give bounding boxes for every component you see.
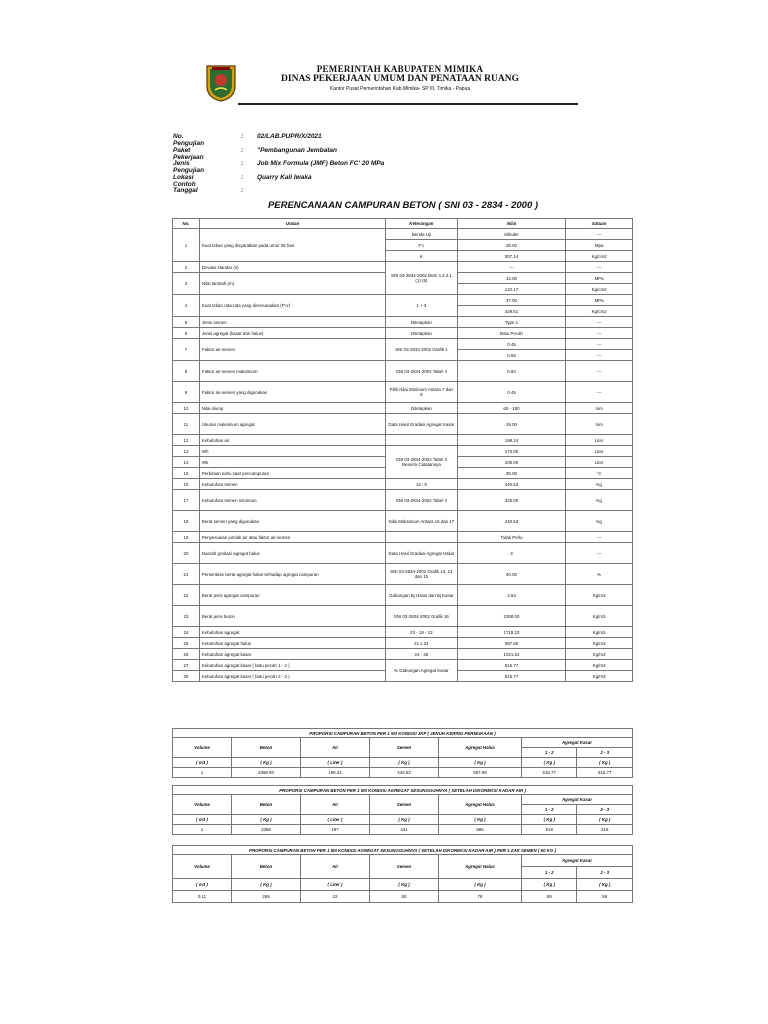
col-beton: Beton	[232, 795, 301, 815]
col-volume: Volume	[173, 738, 232, 758]
value-cell: 515.77	[577, 768, 633, 778]
cell-satuan: Kg	[566, 490, 633, 511]
unit-cell: ( m3 )	[173, 758, 232, 768]
unit-cell: ( Kg )	[370, 758, 439, 768]
cell-satuan: mm	[566, 414, 633, 435]
cell-nilai: 30.00	[457, 468, 565, 479]
cell-uraian: Kebutuhan agregat	[199, 627, 385, 638]
unit-cell: ( Kg )	[522, 758, 577, 768]
cell-no: 27	[173, 660, 200, 671]
cell-satuan: Kg/m3	[566, 649, 633, 660]
cell-uraian: Penyesuaian jumlah air atau faktor air-semen	[199, 532, 385, 543]
cell-satuan: Kg/m3	[566, 660, 633, 671]
col-kasar-1-2: 1 - 2	[522, 867, 577, 879]
table-row	[173, 649, 633, 660]
cell-no: 12	[173, 435, 200, 446]
table-row	[173, 511, 633, 532]
cell-satuan: ---	[566, 350, 633, 361]
cell-no: 25	[173, 638, 200, 649]
cell-nilai: 429.51	[457, 306, 565, 317]
header-divider	[238, 103, 578, 105]
cell-keterangan: Pilih Nilai Minimum Antara 7 dan 8	[386, 382, 458, 403]
cell-keterangan: % Gabungan Agregat Kasar	[386, 660, 458, 682]
col-air: Air	[301, 795, 370, 815]
cell-satuan: °C	[566, 468, 633, 479]
cell-no: 23	[173, 606, 200, 627]
col-header: Keterangan	[386, 219, 458, 229]
cell-satuan: MPa	[566, 273, 633, 284]
cell-no: 15	[173, 468, 200, 479]
cell-satuan: %	[566, 564, 633, 585]
cell-no: 6	[173, 328, 200, 339]
unit-cell: ( Kg )	[232, 815, 301, 825]
cell-nilai: Batu Pecah	[457, 328, 565, 339]
cell-keterangan	[386, 435, 458, 446]
table-row	[173, 317, 633, 328]
unit-cell: ( Kg )	[522, 815, 577, 825]
info-colon: :	[241, 187, 244, 194]
cell-uraian: Kebutuhan semen minimum	[199, 490, 385, 511]
cell-nilai: ---	[457, 262, 565, 273]
cell-satuan: ---	[566, 328, 633, 339]
value-cell: 197	[301, 825, 370, 835]
info-colon: :	[241, 173, 244, 181]
table-row	[173, 543, 633, 564]
cell-satuan: ---	[566, 532, 633, 543]
info-colon: :	[241, 160, 244, 167]
cell-keterangan: K	[386, 251, 458, 262]
cell-nilai: 307.14	[457, 251, 565, 262]
cell-satuan: Kg	[566, 479, 633, 490]
unit-cell: ( Liter )	[301, 879, 370, 891]
cell-satuan: Mpa	[566, 240, 633, 251]
cell-nilai: 40.00	[457, 564, 565, 585]
cell-keterangan: 23 - 18 - 13	[386, 627, 458, 638]
table-row	[173, 532, 633, 543]
unit-cell: ( Kg )	[577, 879, 633, 891]
office-address: Kantor Pusat Pemerintahan Kab.Mimika- SP III, Timika - Papua	[329, 86, 471, 92]
cell-nilai: 37.00	[457, 295, 565, 306]
table-row	[173, 339, 633, 350]
unit-row	[173, 879, 633, 891]
cell-keterangan: SNI 03-2834-2002 Grafik 16	[386, 606, 458, 627]
col-agregat-halus: Agregat Halus	[439, 738, 522, 758]
table-row	[173, 295, 633, 306]
proportion-title: PROPORSI CAMPURAN BETON PER 1 M3 KONDISI AGREGAT SESUNGGUHNYA ( SETELAH DIKOREKSI KADAR AIR )	[173, 786, 633, 795]
value-cell: 59	[577, 891, 633, 903]
cell-no: 1	[173, 229, 200, 262]
cell-uraian: Jenis semen	[199, 317, 385, 328]
unit-cell: ( Kg )	[370, 815, 439, 825]
cell-no: 10	[173, 403, 200, 414]
proportion-title: PROPORSI CAMPURAN BETON PER 1 M3 KONDISI AGREGAT SESUNGGUHNYA ( SETELAH DIKOREKSI KADAR AIR ) PER 1 ZAK SEMEN ( 50 KG )	[173, 846, 633, 855]
table-row	[173, 361, 633, 382]
value-cell: 2358	[232, 825, 301, 835]
table-row	[173, 627, 633, 638]
col-header: Nilai	[457, 219, 565, 229]
table-row	[173, 479, 633, 490]
cell-uraian: Berat jenis agregat campuran	[199, 585, 385, 606]
cell-no: 20	[173, 543, 200, 564]
unit-cell: ( Kg )	[439, 815, 522, 825]
cell-no: 22	[173, 585, 200, 606]
proportion-table-per-zak	[172, 845, 633, 903]
cell-uraian: Kebutuhan air	[199, 435, 385, 446]
cell-keterangan: 24 - 25	[386, 649, 458, 660]
info-value: "Pembangunan Jembatan	[257, 146, 338, 154]
table-row	[173, 606, 633, 627]
col-kasar-2-3: 2 - 3	[577, 805, 633, 815]
cell-uraian: Faktor air-semen	[199, 339, 385, 361]
cell-keterangan: Ditetapkan	[386, 328, 458, 339]
col-kasar-2-3: 2 - 3	[577, 867, 633, 879]
cell-satuan: Liter	[566, 435, 633, 446]
cell-uraian: Persentase berat agregat halus terhadap agregat campuran	[199, 564, 385, 585]
cell-uraian: Kebutuhan agregat kasar ( batu pecah 1 - 2 )	[199, 660, 385, 671]
cell-uraian: Daerah gradasi agregat halus	[199, 543, 385, 564]
cell-no: 28	[173, 671, 200, 682]
col-agregat-kasar: Agregat Kasar	[522, 855, 633, 867]
unit-cell: ( Kg )	[232, 758, 301, 768]
col-volume: Volume	[173, 795, 232, 815]
cell-satuan: ---	[566, 382, 633, 403]
unit-row	[173, 758, 633, 768]
cell-no: 4	[173, 295, 200, 317]
cell-keterangan: Gabungan Bj Halus dan Bj Kasar	[386, 585, 458, 606]
cell-uraian: Faktor air-semen yang digunakan	[199, 382, 385, 403]
cell-nilai: Silinder	[457, 229, 565, 240]
cell-nilai: 440.53	[457, 511, 565, 532]
table-row	[173, 328, 633, 339]
col-semen: Semen	[370, 855, 439, 879]
table-row	[173, 585, 633, 606]
cell-satuan: mm	[566, 403, 633, 414]
cell-keterangan: SNI 03-2834-2002 Tabel 3 Beserta Catatannya	[386, 446, 458, 479]
cell-keterangan: SNI 03-2834-2002 Butir 4.2.3.1 (1) (5)	[386, 262, 458, 295]
cell-satuan: Kg/m3	[566, 585, 633, 606]
cell-satuan: Liter	[566, 457, 633, 468]
col-semen: Semen	[370, 738, 439, 758]
cell-keterangan: SNI 03-2834-2002 Grafik 1	[386, 339, 458, 361]
cell-nilai: 3	[457, 543, 565, 564]
col-beton: Beton	[232, 855, 301, 879]
cell-satuan: Kg/m3	[566, 627, 633, 638]
cell-uraian: Perkiraan suhu saat pencampuran	[199, 468, 385, 479]
unit-cell: ( Kg )	[522, 879, 577, 891]
unit-cell: ( m3 )	[173, 879, 232, 891]
cell-keterangan: Ditetapkan	[386, 317, 458, 328]
table-row	[173, 446, 633, 457]
cell-uraian: Berat jenis beton	[199, 606, 385, 627]
col-beton: Beton	[232, 738, 301, 758]
cell-nilai: 515.77	[457, 671, 565, 682]
table-row	[173, 414, 633, 435]
info-key: No. Pengujian	[173, 133, 205, 147]
cell-satuan: Kg/cm2	[566, 284, 633, 295]
col-kasar-2-3: 2 - 3	[577, 748, 633, 758]
cell-satuan: MPa	[566, 295, 633, 306]
value-cell: 1	[173, 768, 232, 778]
cell-keterangan: 12 : 9	[386, 479, 458, 490]
col-kasar-1-2: 1 - 2	[522, 748, 577, 758]
unit-cell: ( Kg )	[577, 815, 633, 825]
cell-no: 19	[173, 532, 200, 543]
cell-nilai: 19.00	[457, 414, 565, 435]
cell-satuan: Kg/m3	[566, 671, 633, 682]
value-cell: 268	[232, 891, 301, 903]
value-cell: 1	[173, 825, 232, 835]
cell-uraian: Kuat tekan rata-rata yang direncanakan (F'cr)	[199, 295, 385, 317]
cell-no: 17	[173, 490, 200, 511]
value-row	[173, 768, 633, 778]
cell-satuan: ---	[566, 229, 633, 240]
cell-keterangan: Benda Uji	[386, 229, 458, 240]
cell-uraian: Jenis agregat (kasar dan halus)	[199, 328, 385, 339]
col-agregat-halus: Agregat Halus	[439, 795, 522, 815]
proportion-table-jkp	[172, 728, 633, 778]
cell-uraian: Kebutuhan agregat halus	[199, 638, 385, 649]
unit-cell: ( Kg )	[370, 879, 439, 891]
cell-keterangan: SNI 03-2834-2002 Tabel 4	[386, 490, 458, 511]
value-cell: 59	[522, 891, 577, 903]
proportion-title: PROPORSI CAMPURAN BETON PER 1 M3 KONDISI JKP ( JENUH KERING PERMUKAAN )	[173, 729, 633, 738]
value-cell: 441	[370, 825, 439, 835]
value-cell: 22	[301, 891, 370, 903]
cell-nilai: 0.45	[457, 339, 565, 350]
cell-uraian: Nilai slump	[199, 403, 385, 414]
cell-keterangan	[386, 532, 458, 543]
unit-cell: ( m3 )	[173, 815, 232, 825]
cell-nilai: 60 - 180	[457, 403, 565, 414]
table-row	[173, 490, 633, 511]
value-cell: 50	[370, 891, 439, 903]
unit-cell: ( Kg )	[232, 879, 301, 891]
col-kasar-1-2: 1 - 2	[522, 805, 577, 815]
col-agregat-halus: Agregat Halus	[439, 855, 522, 879]
cell-keterangan: Data Hasil Gradasi Agregat Halus	[386, 543, 458, 564]
cell-no: 11	[173, 414, 200, 435]
info-key: Lokasi Contoh	[173, 173, 196, 188]
cell-nilai: 0.45	[457, 382, 565, 403]
cell-nilai: 1719.23	[457, 627, 565, 638]
info-colon: :	[241, 133, 244, 140]
cell-uraian: Kebutuhan semen	[199, 479, 385, 490]
value-cell: 685	[439, 825, 522, 835]
col-header: Uraian	[199, 219, 385, 229]
mix-design-table	[172, 218, 633, 682]
cell-no: 7	[173, 339, 200, 361]
table-row	[173, 382, 633, 403]
cell-keterangan: SNI 03-2834-2002 Grafik 13, 14 dan 15	[386, 564, 458, 585]
cell-nilai: 515.77	[457, 660, 565, 671]
col-air: Air	[301, 855, 370, 879]
cell-nilai: 0.55	[457, 350, 565, 361]
cell-satuan: Liter	[566, 446, 633, 457]
col-semen: Semen	[370, 795, 439, 815]
cell-no: 26	[173, 649, 200, 660]
info-value: Quarry Kali Iwaka	[257, 173, 312, 181]
cell-nilai: Type 1	[457, 317, 565, 328]
info-key: Jenis Pengujian	[173, 160, 205, 174]
cell-satuan: ---	[566, 543, 633, 564]
value-cell: 2358.00	[232, 768, 301, 778]
cell-no: 18	[173, 511, 200, 532]
info-value: Job Mix Formula (JMF) Beton FC' 20 MPa	[257, 160, 385, 167]
cell-nilai: 175.00	[457, 446, 565, 457]
value-cell: 515.77	[522, 768, 577, 778]
cell-keterangan: 1 + 3	[386, 295, 458, 317]
table-row	[173, 638, 633, 649]
cell-nilai: 2.64	[457, 585, 565, 606]
table-row	[173, 262, 633, 273]
value-cell: 78	[439, 891, 522, 903]
cell-no: 16	[173, 479, 200, 490]
cell-uraian: Berat semen yang digunakan	[199, 511, 385, 532]
col-header: Satuan	[566, 219, 633, 229]
cell-keterangan: 21 x 24	[386, 638, 458, 649]
col-header: No.	[173, 219, 200, 229]
table-row	[173, 660, 633, 671]
cell-nilai: 198.24	[457, 435, 565, 446]
value-cell: 0.11	[173, 891, 232, 903]
regency-emblem-logo	[203, 64, 239, 102]
government-name: PEMERINTAH KABUPATEN MIMIKA	[316, 64, 484, 74]
unit-cell: ( Kg )	[577, 758, 633, 768]
cell-keterangan: F'c	[386, 240, 458, 251]
cell-keterangan: Data Hasil Gradasi Agregat Kasar	[386, 414, 458, 435]
cell-uraian: Nilai tambah (m)	[199, 273, 385, 295]
cell-nilai: 325.00	[457, 490, 565, 511]
department-name: DINAS PEKERJAAN UMUM DAN PENATAAN RUANG	[281, 74, 519, 84]
col-volume: Volume	[173, 855, 232, 879]
unit-cell: ( Liter )	[301, 815, 370, 825]
cell-nilai: 440.53	[457, 479, 565, 490]
cell-nilai: 12.00	[457, 273, 565, 284]
cell-uraian: Wh	[199, 446, 385, 457]
cell-no: 3	[173, 273, 200, 295]
col-agregat-kasar: Agregat Kasar	[522, 795, 633, 805]
unit-cell: ( Kg )	[439, 758, 522, 768]
value-cell: 518	[577, 825, 633, 835]
value-cell: 440.53	[370, 768, 439, 778]
cell-satuan: ---	[566, 339, 633, 350]
cell-nilai: 205.00	[457, 457, 565, 468]
table-row	[173, 564, 633, 585]
cell-uraian: Wk	[199, 457, 385, 468]
cell-keterangan: Ditetapkan	[386, 403, 458, 414]
info-colon: :	[241, 146, 244, 154]
cell-uraian: Kebutuhan agregat kasar ( batu pecah 2 - 3 )	[199, 671, 385, 682]
document-title: PERENCANAAN CAMPURAN BETON ( SNI 03 - 2834 - 2000 )	[267, 200, 539, 211]
value-cell: 518	[522, 825, 577, 835]
cell-uraian: Kebutuhan agregat kasar	[199, 649, 385, 660]
cell-satuan: Kg/m3	[566, 638, 633, 649]
cell-nilai: 2358.00	[457, 606, 565, 627]
col-air: Air	[301, 738, 370, 758]
col-agregat-kasar: Agregat Kasar	[522, 738, 633, 748]
proportion-table-corrected	[172, 785, 633, 835]
cell-nilai: Tidak Perlu	[457, 532, 565, 543]
info-value: 02/LAB.PUPR/X/2021	[257, 133, 322, 140]
info-key: Paket Pekerjaan	[173, 146, 204, 161]
value-cell: 198.24	[301, 768, 370, 778]
cell-nilai: 687.69	[457, 638, 565, 649]
cell-no: 24	[173, 627, 200, 638]
cell-nilai: 1031.54	[457, 649, 565, 660]
cell-no: 2	[173, 262, 200, 273]
cell-satuan: Kg	[566, 511, 633, 532]
cell-nilai: 25.00	[457, 240, 565, 251]
unit-cell: ( Kg )	[439, 879, 522, 891]
cell-no: 21	[173, 564, 200, 585]
value-row	[173, 891, 633, 903]
cell-uraian: Faktor air-semen maksimum	[199, 361, 385, 382]
cell-satuan: Kg/m3	[566, 606, 633, 627]
cell-keterangan: Nilai Maksimum Antara 16 dan 17	[386, 511, 458, 532]
cell-uraian: Deviasi standar (s)	[199, 262, 385, 273]
cell-satuan: ---	[566, 262, 633, 273]
cell-uraian: Ukuran maksimum agregat	[199, 414, 385, 435]
table-row	[173, 435, 633, 446]
value-cell: 687.69	[439, 768, 522, 778]
unit-cell: ( Liter )	[301, 758, 370, 768]
cell-satuan: ---	[566, 361, 633, 382]
table-header-row	[173, 219, 633, 229]
cell-no: 9	[173, 382, 200, 403]
table-row	[173, 229, 633, 240]
cell-nilai: 0.60	[457, 361, 565, 382]
table-row	[173, 403, 633, 414]
cell-uraian: Kuat tekan yang disyaratkan pada umur 28 hari	[199, 229, 385, 262]
value-row	[173, 825, 633, 835]
cell-keterangan: SNI 03-2834-2002 Tabel 4	[386, 361, 458, 382]
cell-satuan: Kg/cm2	[566, 251, 633, 262]
info-key: Tanggal	[173, 187, 198, 194]
unit-row	[173, 815, 633, 825]
cell-no: 5	[173, 317, 200, 328]
cell-no: 14	[173, 457, 200, 468]
cell-no: 13	[173, 446, 200, 457]
cell-satuan: Kg/cm2	[566, 306, 633, 317]
cell-nilai: 122.17	[457, 284, 565, 295]
cell-no: 8	[173, 361, 200, 382]
cell-satuan: ---	[566, 317, 633, 328]
